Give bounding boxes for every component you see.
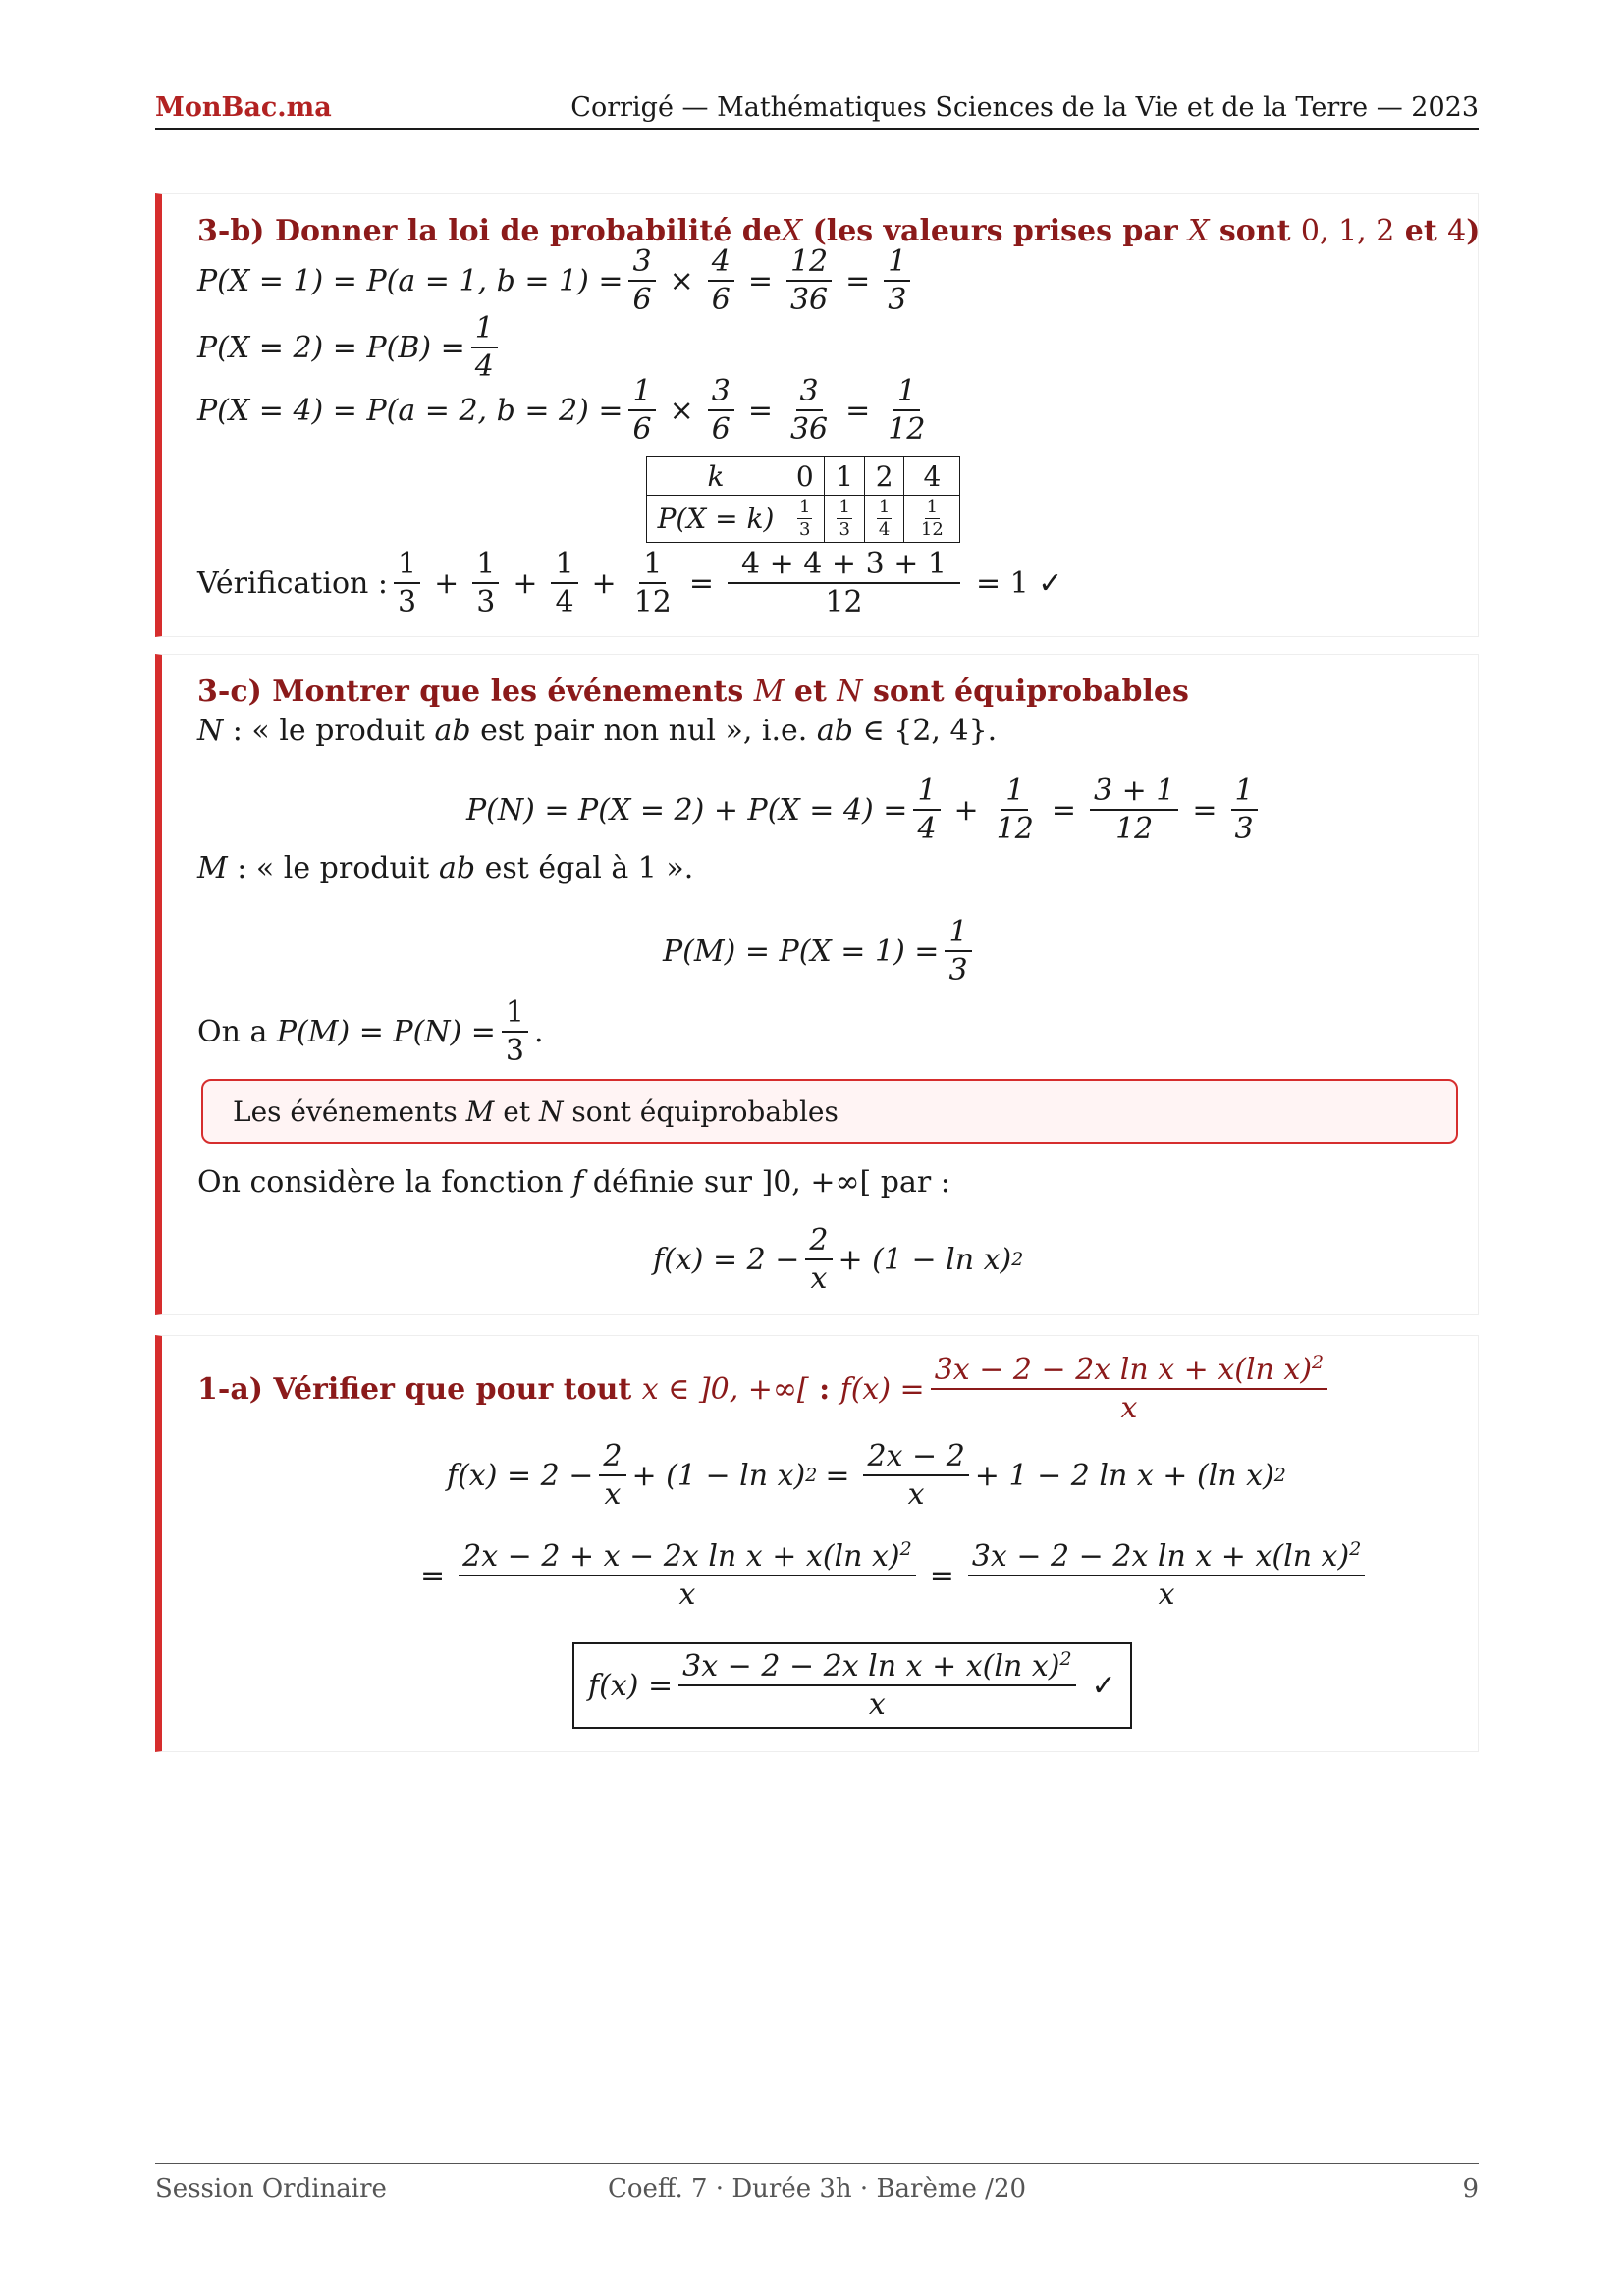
table-header-prob: P(X = k) [647,496,785,543]
event-n-definition: N : « le produit ab est pair non nul », i.e. ab ∈ {2, 4}. [197,714,998,748]
step-2-combination: = $\frac{2x - 2 + x - 2x \ln x + x(\ln x)^2}{x}$ = $\frac{3x - 2 - 2x \ln x + x(\ln x)^2}{x}$ [412,1540,1371,1611]
function-definition: f(x) = 2 − $\frac{2}{x}$ + (1 − ln x) 2 [653,1223,1024,1296]
session-label: Session Ordinaire [155,2174,387,2204]
table-cell: 2 [864,457,903,496]
brand-logo-text: MonBac.ma [155,92,332,123]
prob-x-equals-2: P(X = 2) = P(B) = $\frac{1}{4}$ [197,312,504,383]
prob-x-equals-4: P(X = 4) = P(a = 2, b = 2) = $\frac{1}{6}$ × $\frac{3}{6}$ = $\frac{3}{36}$ = $\frac{1}{12}$ [197,374,926,447]
page-footer [155,2163,1479,2206]
course-title: Corrigé — Mathématiques Sciences de la Vie et de la Terre — 2023 [570,92,1479,123]
question-3c-card [155,654,1479,1315]
function-intro: On considère la fonction f définie sur ]0, +∞[ par : [197,1165,950,1200]
prob-x-equals-1: P(X = 1) = P(a = 1, b = 1) = $\frac{3}{6}$ × $\frac{4}{6}$ = $\frac{12}{36}$ = $\frac{1}{3}$ [197,245,916,316]
question-3b-title: 3-b) Donner la loi de probabilité de X (les valeurs prises par X sont 0, 1, 2 et 4 ) [197,214,1481,248]
prob-m-formula: P(M) = P(X = 1) = $\frac{1}{3}$ [663,916,978,987]
event-m-definition: M : « le produit ab est égal à 1 ». [197,851,694,885]
table-row [647,496,960,543]
table-cell: $\frac{1}{4}$ [864,496,903,543]
exam-info: Coeff. 7 · Durée 3h · Barème /20 [607,2174,1027,2204]
probability-law-table [646,456,960,543]
table-cell: $\frac{1}{12}$ [904,496,960,543]
table-cell: $\frac{1}{3}$ [825,496,864,543]
final-result-box: f(x) = $\frac{3x - 2 - 2x \ln x + x(\ln x)^2}{x}$ ✓ [572,1642,1132,1729]
question-3c-title: 3-c) Montrer que les événements M et N sont équiprobables [197,674,1189,709]
table-cell: 0 [785,457,825,496]
question-1a-card [155,1335,1479,1752]
page-number: 9 [1462,2174,1479,2204]
conclusion-box: Les événements M et N sont équiprobables [201,1079,1458,1144]
table-cell: 1 [825,457,864,496]
page-header [155,92,1479,130]
question-3b-card [155,193,1479,637]
table-cell: 4 [904,457,960,496]
step-1-expansion: f(x) = 2 − $\frac{2}{x}$ + (1 − ln x) 2 = $\frac{2x - 2}{x}$ + 1 − 2 ln x + (ln x) 2 [447,1439,1286,1512]
equality-statement: On a P(M) = P(N) = $\frac{1}{3}$ . [197,995,544,1068]
table-row [647,457,960,496]
prob-n-formula: P(N) = P(X = 2) + P(X = 4) = $\frac{1}{4}$ + $\frac{1}{12}$ = $\frac{3 + 1}{12}$ = $\frac{1}{3}$ [466,774,1264,845]
table-header-k: k [647,457,785,496]
table-cell: $\frac{1}{3}$ [785,496,825,543]
verification-line: Vérification : $\frac{1}{3}$ + $\frac{1}{3}$ + $\frac{1}{4}$ + $\frac{1}{12}$ = $\frac{4 + 4 + 3 + 1}{12}$ = 1 ✓ [197,547,1063,619]
checkmark-icon: ✓ [1091,1668,1116,1703]
question-1a-title: 1-a) Vérifier que pour tout x ∈ ]0, +∞[ : f(x) = $\frac{3x - 2 - 2x \ln x + x(\ln x)^2}{x}$ [197,1354,1333,1424]
